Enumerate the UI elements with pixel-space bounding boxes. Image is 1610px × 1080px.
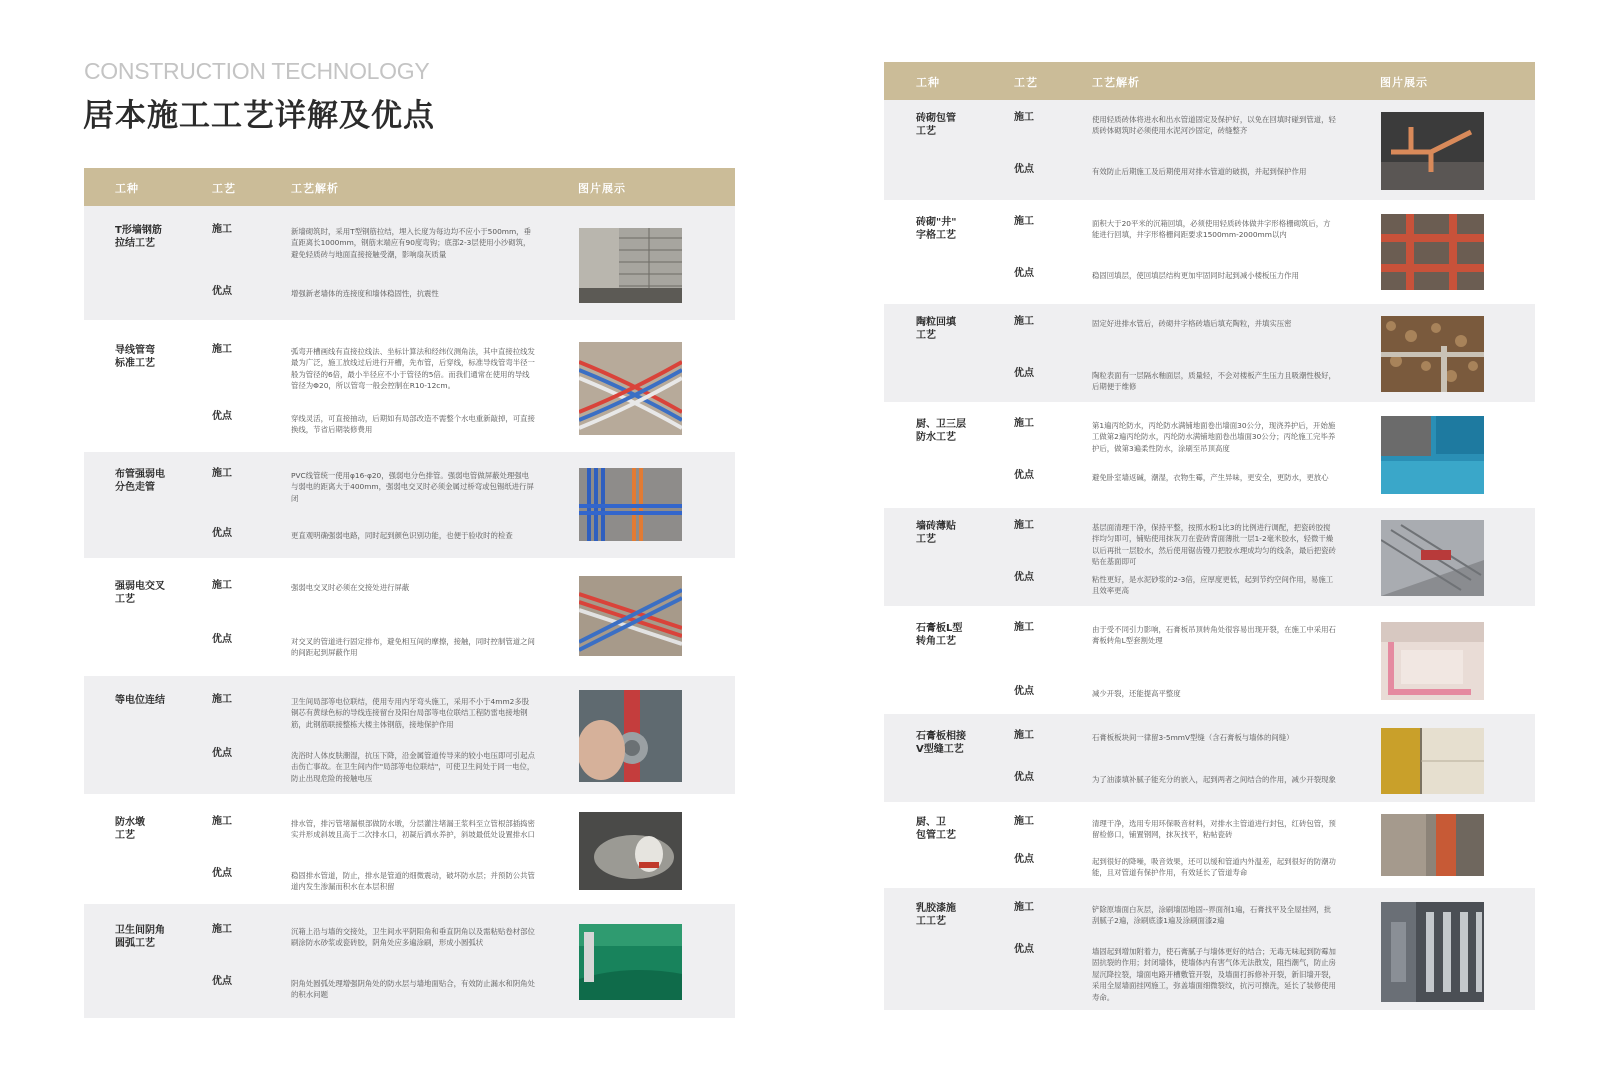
photo-rebar-wall bbox=[579, 228, 682, 303]
photo-brick-pipe bbox=[1381, 112, 1484, 190]
table-row bbox=[84, 452, 735, 558]
photo-pipe-wrap bbox=[1381, 814, 1484, 876]
label-construction: 施工 bbox=[212, 580, 232, 591]
row-type-name: T形墙钢筋 拉结工艺 bbox=[115, 225, 162, 249]
construction-desc: 清理干净，选用专用环保吸音材料，对排水主管道进行封包，红砖包管，预留检修口，铺置钢网，抹灰找平，粘帖瓷砖 bbox=[1092, 819, 1336, 840]
row-type-name: 导线管弯 标准工艺 bbox=[115, 345, 155, 369]
row-type-name: 厨、卫三层 防水工艺 bbox=[916, 419, 966, 443]
construction-desc: 卫生间局部等电位联结，使用专用内牙弯头施工，采用不小于4mm2多股铜芯有黄绿色标的导线连接留台及阳台局部等电位联结工程防雷电接地钢筋，此钢筋联接整栋大楼主体钢筋，接地保护作用 bbox=[291, 697, 530, 729]
row-type-name: 乳胶漆施 工工艺 bbox=[916, 903, 956, 927]
label-construction: 施工 bbox=[212, 924, 232, 935]
row-type-name: 石膏板相接 V型缝工艺 bbox=[916, 731, 966, 755]
label-advantage: 优点 bbox=[1014, 164, 1034, 175]
construction-desc: 由于受不同引力影响，石膏板吊顶转角处很容易出现开裂，在施工中采用石膏板转角L型套割处理 bbox=[1092, 625, 1336, 646]
label-advantage: 优点 bbox=[212, 868, 232, 879]
header-analysis: 工艺解析 bbox=[291, 182, 339, 195]
table-header bbox=[884, 62, 1535, 100]
construction-desc: 固定好进排水管后，砖砌井字格砖墙后填充陶粒，并填实压密 bbox=[1092, 319, 1292, 328]
label-construction: 施工 bbox=[212, 694, 232, 705]
label-construction: 施工 bbox=[1014, 622, 1034, 633]
label-construction: 施工 bbox=[1014, 520, 1034, 531]
label-advantage: 优点 bbox=[212, 748, 232, 759]
label-advantage: 优点 bbox=[212, 411, 232, 422]
construction-desc: 石膏板板块间一律留3-5mmV型缝（含石膏板与墙体的间缝） bbox=[1092, 733, 1294, 742]
advantage-desc: 有效防止后期施工及后期使用对排水管道的破损，并起到保护作用 bbox=[1092, 167, 1307, 176]
table-row bbox=[84, 904, 735, 1018]
advantage-desc: 稳固排水管道，防止，排水是管道的细微震动，破坏防水层；并预防公共管道内发生渗漏而积水在本层积留 bbox=[291, 871, 535, 892]
photo-waterproof-pier bbox=[579, 812, 682, 890]
table-row bbox=[84, 798, 735, 900]
row-type-name: 布管强弱电 分色走管 bbox=[115, 469, 165, 493]
row-type-name: 厨、卫 包管工艺 bbox=[916, 817, 956, 841]
table-row bbox=[884, 406, 1535, 504]
left-process-table bbox=[84, 168, 735, 1018]
label-construction: 施工 bbox=[1014, 816, 1034, 827]
advantage-desc: 为了油漆填补腻子能充分的嵌入，起到两者之间结合的作用，减少开裂现象 bbox=[1092, 775, 1336, 784]
construction-desc: 第1遍丙纶防水，丙纶防水满铺地面卷出墙面30公分，现浇养护后，开始施工做第2遍丙纶防水，丙纶防水满铺地面卷出墙面30公分；丙纶施工完毕养护后，做第3遍柔性防水，涂刷至吊顶高度 bbox=[1092, 421, 1336, 453]
row-type-name: 强弱电交叉 工艺 bbox=[115, 581, 165, 605]
header-type: 工种 bbox=[916, 76, 940, 89]
label-advantage: 优点 bbox=[1014, 470, 1034, 481]
right-process-table bbox=[884, 62, 1535, 1010]
header-analysis: 工艺解析 bbox=[1092, 76, 1140, 89]
table-row bbox=[84, 562, 735, 672]
label-advantage: 优点 bbox=[1014, 686, 1034, 697]
photo-conduit-bends bbox=[579, 342, 682, 435]
label-construction: 施工 bbox=[1014, 730, 1034, 741]
row-type-name: 墙砖薄贴 工艺 bbox=[916, 521, 956, 545]
advantage-desc: 减少开裂，还能提高平整度 bbox=[1092, 689, 1181, 698]
table-row bbox=[884, 714, 1535, 802]
photo-gypsum-l-corner bbox=[1381, 622, 1484, 700]
label-construction: 施工 bbox=[212, 468, 232, 479]
construction-desc: 排水管，排污管堵漏根部做防水墩，分层灌注堵漏王浆料至立管根部插捣密实并形成斜坡且高于二次排水口，初凝后洒水养护，斜坡最低处设置排水口 bbox=[291, 819, 535, 840]
label-construction: 施工 bbox=[1014, 902, 1034, 913]
table-row bbox=[884, 610, 1535, 710]
advantage-desc: 对交叉的管道进行固定排布，避免相互间的摩擦，接触，同时控制管道之间的间距起到屏蔽作用 bbox=[291, 637, 535, 658]
advantage-desc: 洗浴时人体皮肤潮湿，抗压下降，沿金属管道传导来的较小电压即可引起点击伤亡事故。在卫生间内作"局部等电位联结"，可使卫生间处于同一电位，防止出现危险的接触电压 bbox=[291, 751, 535, 783]
construction-desc: 铲除原墙面白灰层，涂刷墙固地固--界面剂1遍，石膏找平及全屋挂网，批刮腻子2遍，涂刷底漆1遍及涂刷面漆2遍 bbox=[1092, 905, 1332, 926]
construction-desc: 弧弯开槽画线有直接拉线法、坐标计算法和经纬仪测角法，其中直接拉线发最为广泛，施工放线过后进行开槽，先布管，后穿线，标准导线管弯半径一般为管径的6倍，最小半径应不小于管径的5倍。而我们通常在使用的导线管径为Φ20，所以管弯一般会控制在R10-12cm。 bbox=[291, 347, 535, 391]
label-construction: 施工 bbox=[1014, 112, 1034, 123]
header-craft: 工艺 bbox=[1014, 76, 1038, 89]
photo-latex-paint bbox=[1381, 902, 1484, 1002]
advantage-desc: 墙固起到增加附着力，使石膏腻子与墙体更好的结合；无毒无味起到防霉加固抗裂的作用；封闭墙体，使墙体内有害气体无法散发，阻挡潮气，防止房屋沉降拉裂，墙面电路开槽敷管开裂，及墙面打拆修补开裂，新旧墙开裂，采用全屋墙面挂网施工，弥盖墙面细微裂纹，抗污可擦洗，延长了装修使用寿命。 bbox=[1092, 947, 1336, 1002]
header-photo: 图片展示 bbox=[578, 182, 626, 195]
advantage-desc: 增强新老墙体的连接度和墙体稳固性，抗震性 bbox=[291, 289, 439, 298]
label-construction: 施工 bbox=[212, 344, 232, 355]
row-type-name: 等电位连结 bbox=[115, 695, 165, 706]
label-advantage: 优点 bbox=[1014, 572, 1034, 583]
label-advantage: 优点 bbox=[212, 976, 232, 987]
row-type-name: 砖砌包管 工艺 bbox=[916, 113, 956, 137]
label-advantage: 优点 bbox=[1014, 854, 1034, 865]
label-construction: 施工 bbox=[212, 816, 232, 827]
table-row bbox=[884, 806, 1535, 884]
label-construction: 施工 bbox=[1014, 216, 1034, 227]
advantage-desc: 穿线灵活，可直接抽动，后期如有局部改造不需整个水电重新敲掉，可直接换线，节省后期装修费用 bbox=[291, 414, 535, 435]
construction-desc: 使用轻质砖体将进水和出水管道固定及保护好，以免在回填时碰到管道，轻质砖体砌筑时必须使用水泥河沙固定，砖缝整齐 bbox=[1092, 115, 1336, 136]
construction-desc: 强弱电交叉时必须在交接处进行屏蔽 bbox=[291, 583, 410, 592]
table-row bbox=[884, 204, 1535, 300]
label-advantage: 优点 bbox=[212, 528, 232, 539]
advantage-desc: 陶粒表面有一层隔水釉面层，质量轻，不会对楼板产生压力且吸潮性极好，后期便于维修 bbox=[1092, 371, 1336, 392]
advantage-desc: 更直观明确强弱电路，同时起到颜色识别功能，也便于验收时的检查 bbox=[291, 531, 513, 540]
table-row bbox=[884, 888, 1535, 1010]
row-type-name: 陶粒回填 工艺 bbox=[916, 317, 956, 341]
table-row bbox=[884, 100, 1535, 200]
row-type-name: 卫生间阴角 圆弧工艺 bbox=[115, 925, 165, 949]
advantage-desc: 避免卧室墙返碱，潮湿，衣物生霉，产生异味，更安全，更防水，更放心 bbox=[1092, 473, 1329, 482]
table-row bbox=[884, 304, 1535, 402]
photo-gypsum-v-joint bbox=[1381, 728, 1484, 794]
photo-grid-bricks bbox=[1381, 214, 1484, 290]
label-advantage: 优点 bbox=[1014, 268, 1034, 279]
table-row bbox=[884, 508, 1535, 606]
table-row bbox=[84, 324, 735, 448]
english-title: CONSTRUCTION TECHNOLOGY bbox=[84, 58, 430, 84]
label-advantage: 优点 bbox=[1014, 772, 1034, 783]
construction-desc: 沉箱上沿与墙的交接处，卫生间水平阴阳角和垂直阴角以及需粘贴卷材部位刷涂防水砂浆或瓷砖胶，阴角处应多遍涂刷，形成小圆弧状 bbox=[291, 927, 535, 948]
photo-tile-adhesive bbox=[1381, 520, 1484, 596]
row-type-name: 石膏板L型 转角工艺 bbox=[916, 623, 963, 647]
advantage-desc: 稳固回填层，使回填层结构更加牢固同时起到减小楼板压力作用 bbox=[1092, 271, 1299, 280]
label-construction: 施工 bbox=[212, 224, 232, 235]
photo-equipotential bbox=[579, 690, 682, 782]
table-row bbox=[84, 676, 735, 794]
advantage-desc: 起到很好的降噪，吸音效果，还可以缓和管道内外温差，起到很好的防潮功能，且对管道有保护作用，有效延长了管道寿命 bbox=[1092, 857, 1336, 878]
advantage-desc: 阴角处圆弧处理增强阴角处的防水层与墙地面贴合，有效防止漏水和阴角处的积水问题 bbox=[291, 979, 535, 1000]
label-advantage: 优点 bbox=[212, 634, 232, 645]
table-header bbox=[84, 168, 735, 206]
label-construction: 施工 bbox=[1014, 316, 1034, 327]
photo-waterproof-layers bbox=[1381, 416, 1484, 494]
header-craft: 工艺 bbox=[212, 182, 236, 195]
label-advantage: 优点 bbox=[212, 286, 232, 297]
label-construction: 施工 bbox=[1014, 418, 1034, 429]
construction-desc: 新墙砌筑时，采用T型钢筋拉结，埋入长度为每边均不应小于500mm，垂直距离长1000mm，钢筋末端应有90度弯钩；底部2-3层使用小沙砌筑，避免轻质砖与地面直接接触受潮，影响扇灰质量 bbox=[291, 227, 531, 259]
photo-arc-corner bbox=[579, 924, 682, 1000]
row-type-name: 砖砌"井" 字格工艺 bbox=[916, 217, 957, 241]
construction-desc: 面积大于20平米的沉箱回填，必须使用轻质砖体做井字形格栅砌筑后，方能进行回填，井字形格栅间距要求1500mm-2000mm以内 bbox=[1092, 219, 1331, 240]
label-advantage: 优点 bbox=[1014, 368, 1034, 379]
row-type-name: 防水墩 工艺 bbox=[115, 817, 145, 841]
table-row bbox=[84, 206, 735, 320]
header-photo: 图片展示 bbox=[1380, 76, 1428, 89]
construction-desc: PVC线管统一使用φ16-φ20，强弱电分色排管。强弱电管做屏蔽处理强电与弱电的距离大于400mm，强弱电交叉时必须金属过桥弯或包锡纸进行屏闭 bbox=[291, 471, 534, 503]
construction-desc: 基层面清理干净，保持平整，按照水粉1比3的比例进行调配，把瓷砖胶搅拌均匀即可，铺贴使用抹灰刀在瓷砖背面薄批一层1-2毫米胶水，轻微干燥以后再批一层胶水，然后使用锯齿镘刀把胶水理成均匀的线条，最后把瓷砖贴在基面即可 bbox=[1092, 523, 1336, 567]
advantage-desc: 粘性更好，是水泥砂浆的2-3倍，应厚度更低，起到节约空间作用，易施工且效率更高 bbox=[1092, 575, 1334, 596]
label-advantage: 优点 bbox=[1014, 944, 1034, 955]
photo-crossing-conduits bbox=[579, 576, 682, 656]
photo-color-conduits bbox=[579, 468, 682, 541]
page-title: 居本施工工艺详解及优点 bbox=[83, 98, 435, 134]
header-type: 工种 bbox=[115, 182, 139, 195]
photo-ceramsite bbox=[1381, 316, 1484, 392]
